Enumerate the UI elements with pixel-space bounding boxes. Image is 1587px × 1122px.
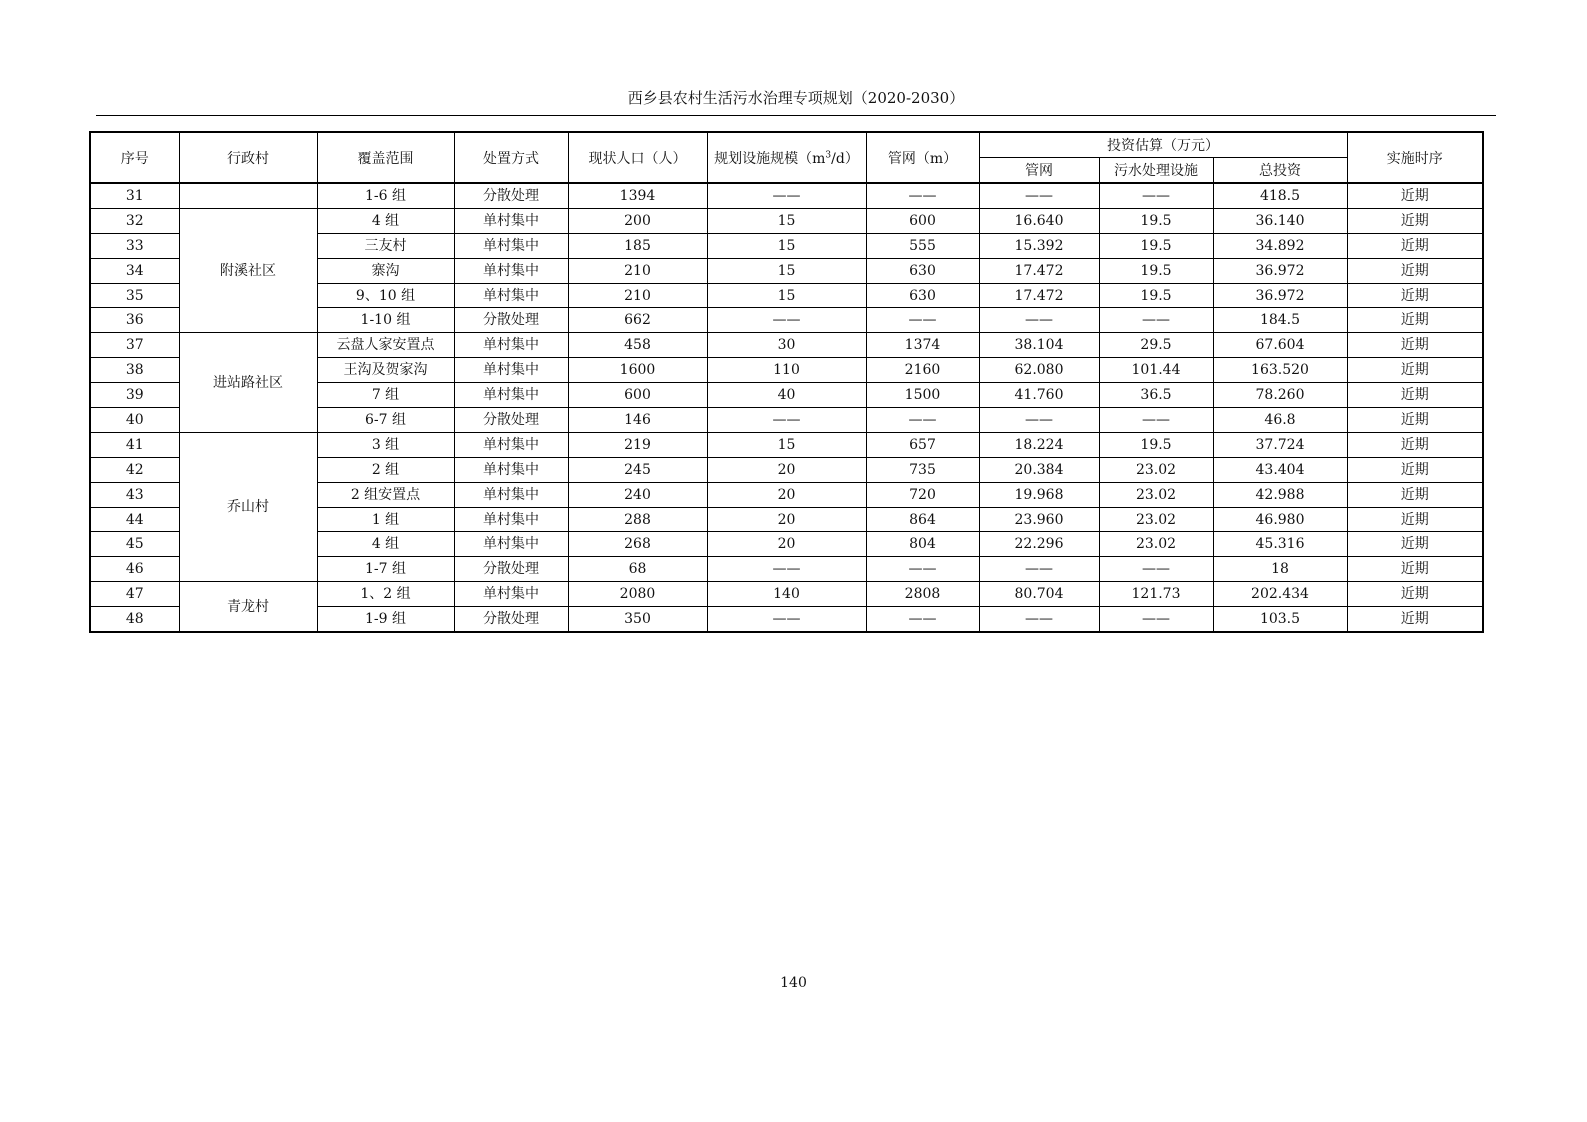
cell-inv-pipe: 17.472: [979, 283, 1099, 308]
cell-inv-pipe: 19.968: [979, 482, 1099, 507]
cell-inv-facility: ——: [1099, 308, 1213, 333]
cell-timing: 近期: [1347, 582, 1483, 607]
table-header: [90, 132, 1483, 183]
cell-method: 单村集中: [454, 358, 568, 383]
cell-facility-scale: ——: [707, 557, 866, 582]
cell-inv-facility: 19.5: [1099, 233, 1213, 258]
header-scale-suffix: /d）: [831, 150, 859, 167]
cell-index: 43: [90, 482, 179, 507]
cell-method: 分散处理: [454, 557, 568, 582]
cell-inv-facility: 19.5: [1099, 208, 1213, 233]
cell-timing: 近期: [1347, 383, 1483, 408]
cell-population: 600: [568, 383, 707, 408]
sewage-plan-table: [89, 131, 1484, 633]
cell-method: 单村集中: [454, 283, 568, 308]
cell-village: 乔山村: [179, 432, 317, 581]
cell-inv-total: 34.892: [1213, 233, 1347, 258]
cell-inv-pipe: ——: [979, 308, 1099, 333]
cell-inv-pipe: ——: [979, 607, 1099, 632]
cell-facility-scale: 15: [707, 432, 866, 457]
cell-facility-scale: 15: [707, 283, 866, 308]
cell-inv-total: 163.520: [1213, 358, 1347, 383]
header-timing: 实施时序: [1347, 132, 1483, 183]
cell-index: 31: [90, 183, 179, 208]
header-scale-prefix: 规划设施规模（m: [714, 150, 826, 167]
cell-coverage: 1、2 组: [317, 582, 454, 607]
cell-pipe-network: ——: [866, 308, 979, 333]
cell-inv-facility: 121.73: [1099, 582, 1213, 607]
cell-inv-total: 184.5: [1213, 308, 1347, 333]
document-title: 西乡县农村生活污水治理专项规划（2020-2030）: [627, 89, 965, 107]
cell-inv-facility: ——: [1099, 408, 1213, 433]
cell-index: 32: [90, 208, 179, 233]
cell-method: 单村集中: [454, 333, 568, 358]
cell-coverage: 王沟及贺家沟: [317, 358, 454, 383]
cell-inv-total: 36.140: [1213, 208, 1347, 233]
cell-coverage: 4 组: [317, 532, 454, 557]
cell-inv-total: 103.5: [1213, 607, 1347, 632]
cell-population: 288: [568, 507, 707, 532]
cell-timing: 近期: [1347, 482, 1483, 507]
cell-coverage: 1-6 组: [317, 183, 454, 208]
cell-inv-pipe: 20.384: [979, 457, 1099, 482]
cell-inv-facility: 36.5: [1099, 383, 1213, 408]
cell-coverage: 1-10 组: [317, 308, 454, 333]
cell-method: 单村集中: [454, 258, 568, 283]
cell-coverage: 9、10 组: [317, 283, 454, 308]
cell-inv-facility: 101.44: [1099, 358, 1213, 383]
cell-village: 进站路社区: [179, 333, 317, 433]
cell-timing: 近期: [1347, 233, 1483, 258]
cell-index: 34: [90, 258, 179, 283]
cell-inv-facility: 23.02: [1099, 532, 1213, 557]
cell-pipe-network: ——: [866, 607, 979, 632]
cell-population: 219: [568, 432, 707, 457]
cell-index: 45: [90, 532, 179, 557]
cell-timing: 近期: [1347, 333, 1483, 358]
header-village: 行政村: [179, 132, 317, 183]
cell-inv-pipe: ——: [979, 408, 1099, 433]
header-inv-facility: 污水处理设施: [1099, 158, 1213, 184]
cell-pipe-network: ——: [866, 408, 979, 433]
cell-facility-scale: 20: [707, 507, 866, 532]
cell-inv-total: 46.8: [1213, 408, 1347, 433]
cell-inv-facility: ——: [1099, 607, 1213, 632]
cell-population: 245: [568, 457, 707, 482]
cell-inv-total: 67.604: [1213, 333, 1347, 358]
cell-coverage: 三友村: [317, 233, 454, 258]
cell-inv-facility: ——: [1099, 183, 1213, 208]
cell-index: 36: [90, 308, 179, 333]
cell-inv-pipe: 80.704: [979, 582, 1099, 607]
header-inv-pipe: 管网: [979, 158, 1099, 184]
cell-inv-total: 36.972: [1213, 283, 1347, 308]
cell-inv-facility: 29.5: [1099, 333, 1213, 358]
cell-inv-pipe: 41.760: [979, 383, 1099, 408]
cell-facility-scale: 15: [707, 208, 866, 233]
cell-population: 185: [568, 233, 707, 258]
cell-timing: 近期: [1347, 607, 1483, 632]
cell-inv-pipe: 22.296: [979, 532, 1099, 557]
cell-timing: 近期: [1347, 183, 1483, 208]
cell-inv-pipe: 18.224: [979, 432, 1099, 457]
cell-index: 33: [90, 233, 179, 258]
cell-method: 分散处理: [454, 308, 568, 333]
cell-index: 39: [90, 383, 179, 408]
header-investment-group: 投资估算（万元）: [979, 132, 1347, 158]
cell-index: 40: [90, 408, 179, 433]
cell-pipe-network: 735: [866, 457, 979, 482]
cell-facility-scale: 15: [707, 233, 866, 258]
cell-population: 146: [568, 408, 707, 433]
cell-inv-pipe: 38.104: [979, 333, 1099, 358]
cell-pipe-network: 1374: [866, 333, 979, 358]
cell-coverage: 寨沟: [317, 258, 454, 283]
cell-method: 单村集中: [454, 482, 568, 507]
cell-inv-total: 46.980: [1213, 507, 1347, 532]
cell-coverage: 云盘人家安置点: [317, 333, 454, 358]
table-row: [90, 582, 1483, 607]
table-row: [90, 333, 1483, 358]
cell-facility-scale: 110: [707, 358, 866, 383]
cell-index: 35: [90, 283, 179, 308]
cell-method: 单村集中: [454, 532, 568, 557]
cell-coverage: 6-7 组: [317, 408, 454, 433]
cell-pipe-network: 657: [866, 432, 979, 457]
cell-village: [179, 183, 317, 208]
cell-facility-scale: 20: [707, 457, 866, 482]
header-inv-total: 总投资: [1213, 158, 1347, 184]
header-method: 处置方式: [454, 132, 568, 183]
cell-inv-total: 36.972: [1213, 258, 1347, 283]
cell-index: 46: [90, 557, 179, 582]
cell-inv-pipe: ——: [979, 183, 1099, 208]
cell-pipe-network: ——: [866, 183, 979, 208]
cell-inv-total: 37.724: [1213, 432, 1347, 457]
cell-coverage: 1-9 组: [317, 607, 454, 632]
cell-method: 分散处理: [454, 607, 568, 632]
cell-pipe-network: 720: [866, 482, 979, 507]
cell-timing: 近期: [1347, 258, 1483, 283]
cell-pipe-network: 2160: [866, 358, 979, 383]
cell-timing: 近期: [1347, 457, 1483, 482]
cell-index: 41: [90, 432, 179, 457]
cell-facility-scale: 40: [707, 383, 866, 408]
header-scale-sup: 3: [825, 149, 832, 160]
cell-population: 240: [568, 482, 707, 507]
cell-timing: 近期: [1347, 507, 1483, 532]
cell-inv-pipe: 23.960: [979, 507, 1099, 532]
header-facility-scale: [707, 132, 866, 183]
cell-pipe-network: 630: [866, 258, 979, 283]
cell-timing: 近期: [1347, 557, 1483, 582]
header-population: 现状人口（人）: [568, 132, 707, 183]
cell-inv-facility: ——: [1099, 557, 1213, 582]
cell-index: 37: [90, 333, 179, 358]
cell-inv-pipe: 17.472: [979, 258, 1099, 283]
cell-method: 分散处理: [454, 408, 568, 433]
cell-village: 青龙村: [179, 582, 317, 632]
cell-facility-scale: 15: [707, 258, 866, 283]
cell-method: 单村集中: [454, 507, 568, 532]
cell-coverage: 1 组: [317, 507, 454, 532]
cell-timing: 近期: [1347, 532, 1483, 557]
table-row: [90, 432, 1483, 457]
cell-population: 210: [568, 283, 707, 308]
cell-inv-total: 43.404: [1213, 457, 1347, 482]
cell-facility-scale: 140: [707, 582, 866, 607]
cell-facility-scale: ——: [707, 183, 866, 208]
cell-pipe-network: 804: [866, 532, 979, 557]
table-container: [89, 131, 1484, 633]
cell-population: 350: [568, 607, 707, 632]
cell-inv-facility: 23.02: [1099, 482, 1213, 507]
cell-method: 单村集中: [454, 582, 568, 607]
cell-facility-scale: 20: [707, 532, 866, 557]
cell-inv-facility: 19.5: [1099, 283, 1213, 308]
cell-population: 2080: [568, 582, 707, 607]
cell-population: 1600: [568, 358, 707, 383]
header-coverage: 覆盖范围: [317, 132, 454, 183]
page-number: 140: [780, 975, 807, 991]
cell-inv-pipe: ——: [979, 557, 1099, 582]
cell-method: 单村集中: [454, 383, 568, 408]
header-pipe-network: 管网（m）: [866, 132, 979, 183]
cell-pipe-network: 555: [866, 233, 979, 258]
cell-inv-total: 78.260: [1213, 383, 1347, 408]
cell-coverage: 4 组: [317, 208, 454, 233]
cell-inv-facility: 19.5: [1099, 432, 1213, 457]
cell-facility-scale: ——: [707, 308, 866, 333]
cell-inv-total: 18: [1213, 557, 1347, 582]
cell-coverage: 3 组: [317, 432, 454, 457]
cell-method: 单村集中: [454, 233, 568, 258]
cell-population: 662: [568, 308, 707, 333]
cell-inv-total: 42.988: [1213, 482, 1347, 507]
table-row: [90, 183, 1483, 208]
cell-inv-total: 418.5: [1213, 183, 1347, 208]
cell-population: 210: [568, 258, 707, 283]
cell-index: 48: [90, 607, 179, 632]
cell-timing: 近期: [1347, 408, 1483, 433]
cell-coverage: 7 组: [317, 383, 454, 408]
cell-population: 200: [568, 208, 707, 233]
cell-pipe-network: 864: [866, 507, 979, 532]
cell-coverage: 2 组安置点: [317, 482, 454, 507]
cell-index: 47: [90, 582, 179, 607]
cell-timing: 近期: [1347, 208, 1483, 233]
cell-facility-scale: 30: [707, 333, 866, 358]
cell-inv-pipe: 15.392: [979, 233, 1099, 258]
cell-pipe-network: 630: [866, 283, 979, 308]
cell-inv-facility: 23.02: [1099, 507, 1213, 532]
cell-facility-scale: ——: [707, 408, 866, 433]
cell-timing: 近期: [1347, 358, 1483, 383]
cell-population: 68: [568, 557, 707, 582]
cell-timing: 近期: [1347, 283, 1483, 308]
cell-inv-total: 202.434: [1213, 582, 1347, 607]
cell-method: 单村集中: [454, 457, 568, 482]
cell-method: 单村集中: [454, 208, 568, 233]
header-index: 序号: [90, 132, 179, 183]
cell-inv-pipe: 62.080: [979, 358, 1099, 383]
table-body: [90, 183, 1483, 632]
page-header: [96, 87, 1496, 116]
cell-pipe-network: 2808: [866, 582, 979, 607]
cell-pipe-network: 1500: [866, 383, 979, 408]
cell-timing: 近期: [1347, 432, 1483, 457]
cell-population: 458: [568, 333, 707, 358]
cell-method: 单村集中: [454, 432, 568, 457]
cell-population: 1394: [568, 183, 707, 208]
cell-pipe-network: ——: [866, 557, 979, 582]
cell-inv-total: 45.316: [1213, 532, 1347, 557]
cell-method: 分散处理: [454, 183, 568, 208]
cell-facility-scale: 20: [707, 482, 866, 507]
cell-population: 268: [568, 532, 707, 557]
cell-inv-pipe: 16.640: [979, 208, 1099, 233]
cell-pipe-network: 600: [866, 208, 979, 233]
cell-index: 44: [90, 507, 179, 532]
cell-coverage: 2 组: [317, 457, 454, 482]
cell-village: 附溪社区: [179, 208, 317, 332]
table-row: [90, 208, 1483, 233]
cell-inv-facility: 23.02: [1099, 457, 1213, 482]
cell-coverage: 1-7 组: [317, 557, 454, 582]
cell-index: 38: [90, 358, 179, 383]
cell-timing: 近期: [1347, 308, 1483, 333]
cell-inv-facility: 19.5: [1099, 258, 1213, 283]
cell-index: 42: [90, 457, 179, 482]
cell-facility-scale: ——: [707, 607, 866, 632]
